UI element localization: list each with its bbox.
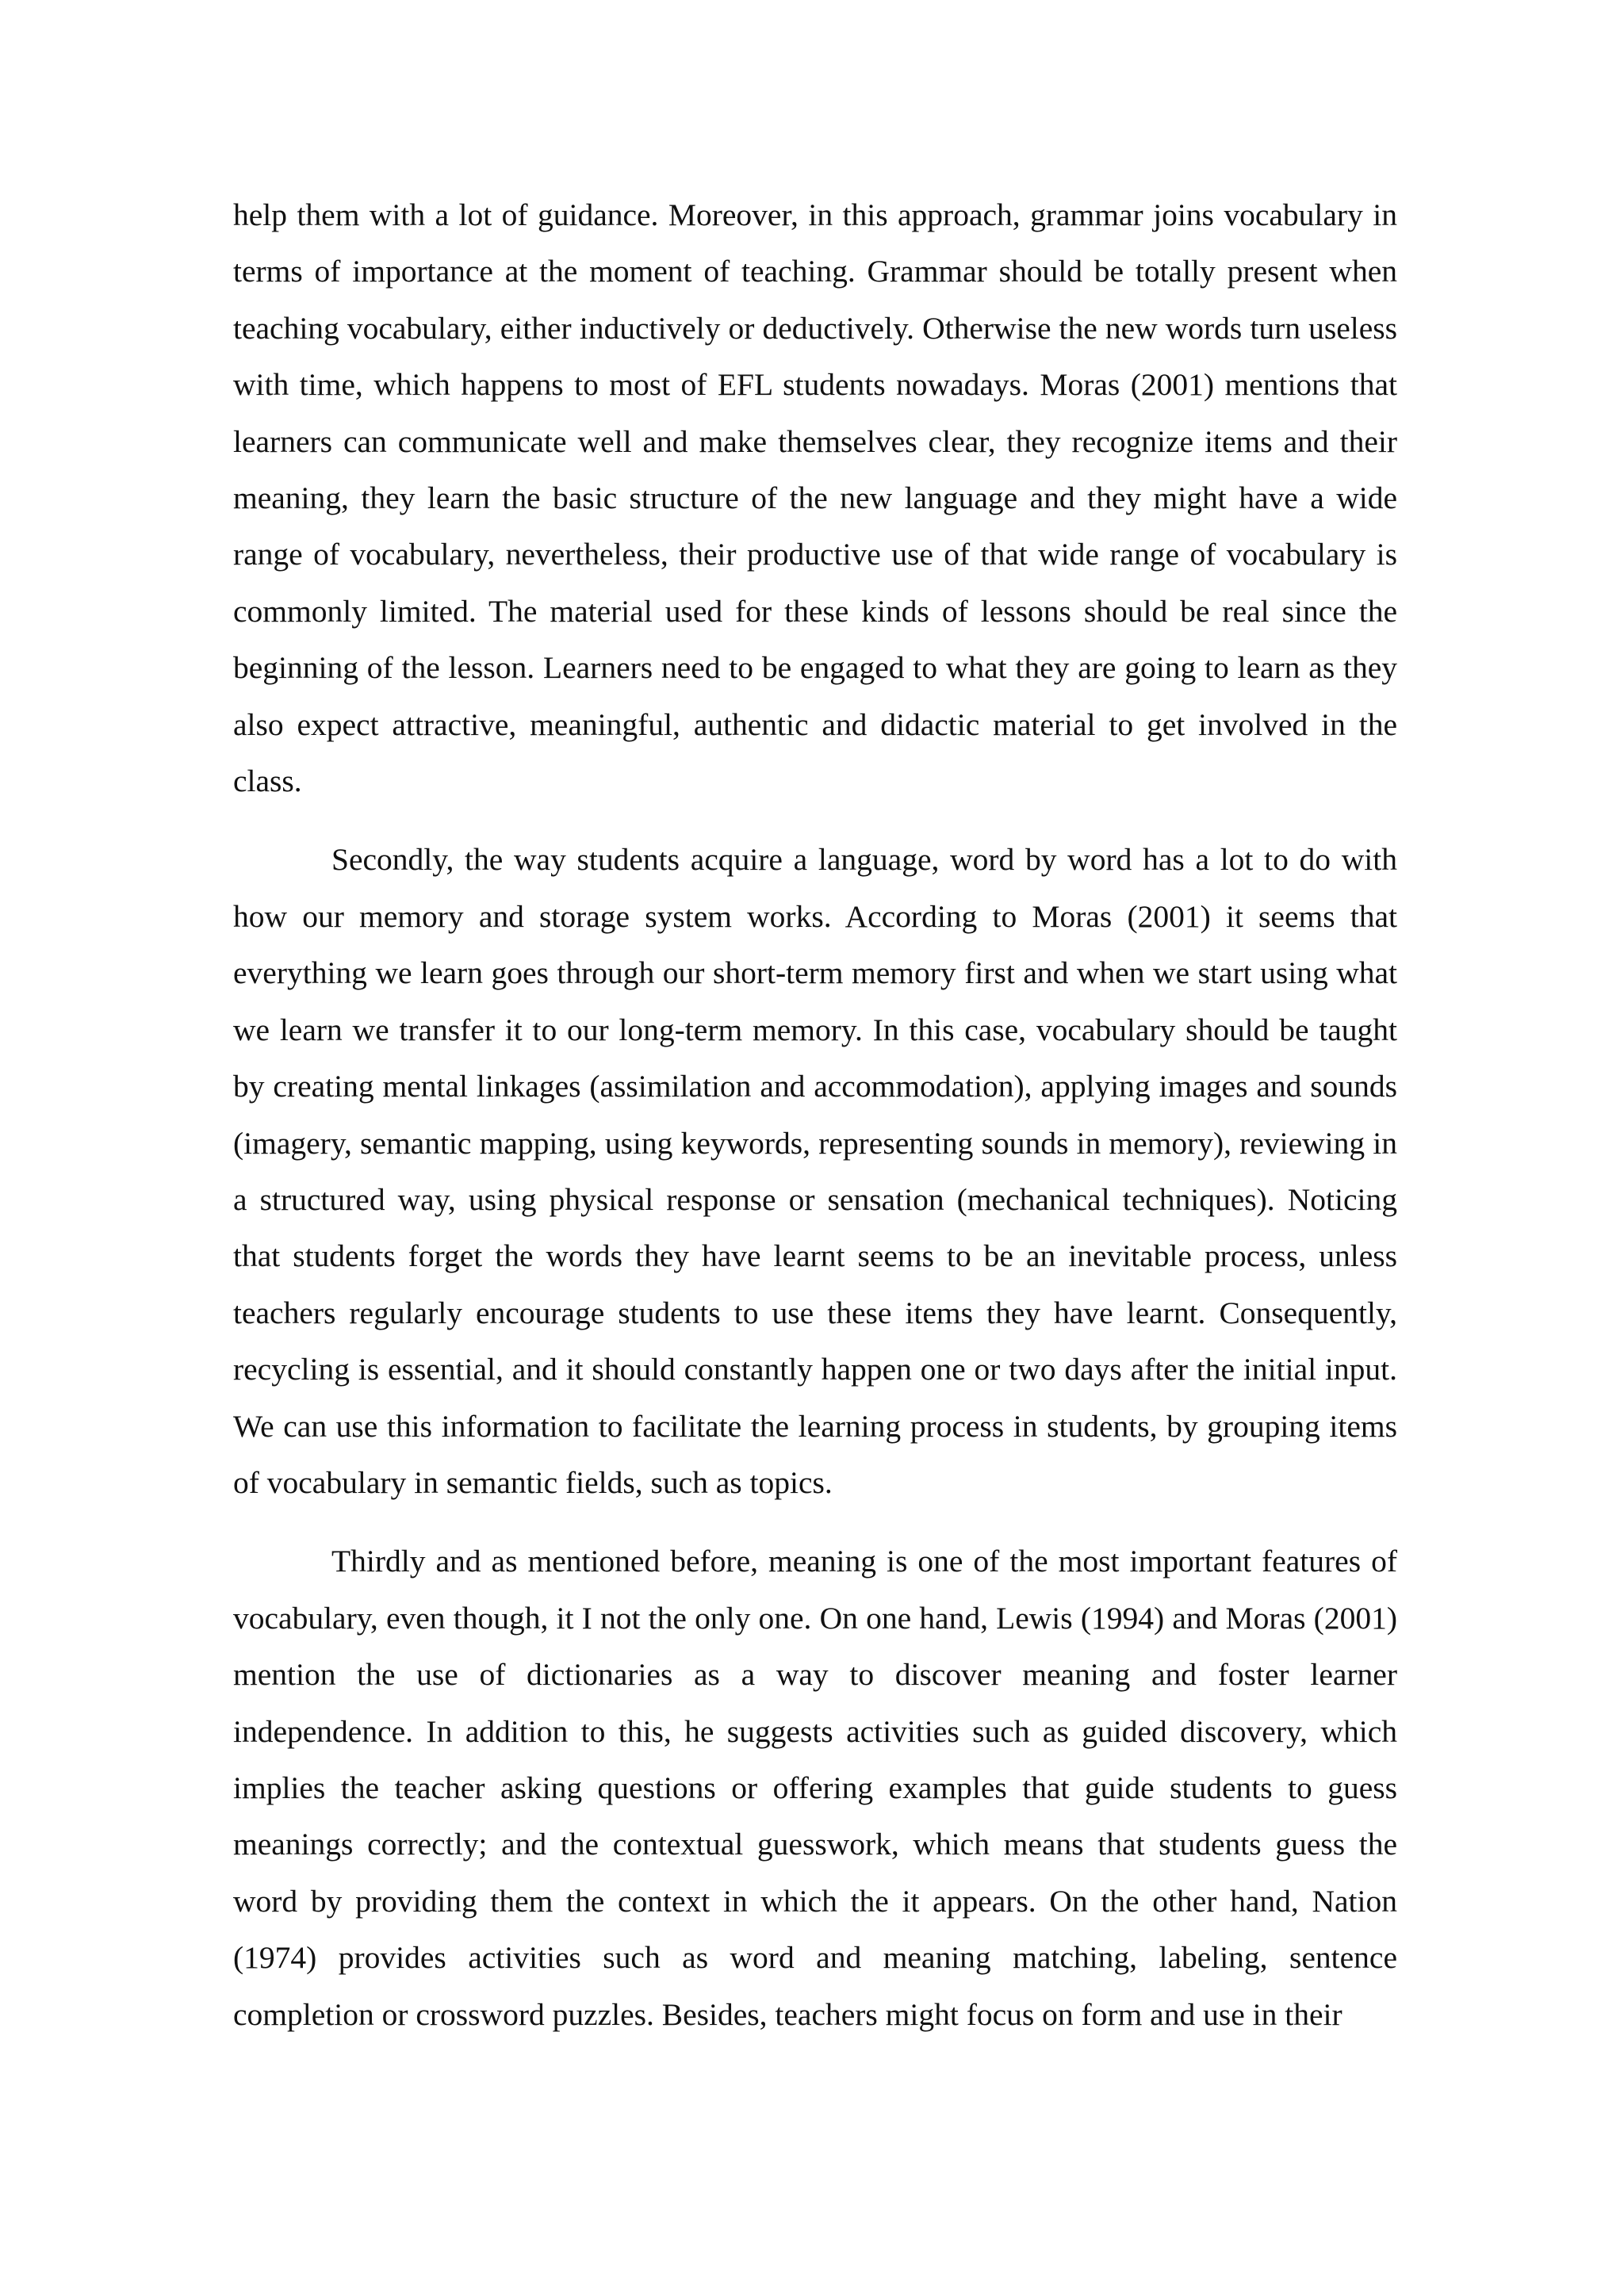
paragraph-2: Secondly, the way students acquire a language, word by word has a lot to do with how our memory and storage system works. According to Moras (2001) it seems that everything we learn goes through our short-term memory first and when we start using what we learn we transfer it to our long-term memory. In this case, vocabulary should be taught by creating mental linkages (assimilation and accommodation), applying images and sounds (imagery, semantic mapping, using keywords, representing sounds in memory), reviewing in a structured way, using physical response or sensation (mechanical techniques). Noticing that students forget the words they have learnt seems to be an inevitable process, unless teachers regularly encourage students to use these items they have learnt. Consequently, recycling is essential, and it should constantly happen one or two days after the initial input. We can use this information to facilitate the learning process in students, by grouping items of vocabulary in semantic fields, such as topics. [233, 842, 1397, 1500]
paragraph-3: Thirdly and as mentioned before, meaning is one of the most important features of vocabulary, even though, it I not the only one. On one hand, Lewis (1994) and Moras (2001) mention the use of dictionaries as a way to discover meaning and foster learner independence. In addition to this, he suggests activities such as guided discovery, which implies the teacher asking questions or offering examples that guide students to guess meanings correctly; and the contextual guesswork, which means that students guess the word by providing them the context in which the it appears. On the other hand, Nation (1974) provides activities such as word and meaning matching, labeling, sentence completion or crossword puzzles. Besides, teachers might focus on form and use in their [233, 1544, 1397, 2032]
paragraph-1: help them with a lot of guidance. Moreover, in this approach, grammar joins vocabulary in terms of importance at the moment of teaching. Grammar should be totally present when teaching vocabulary, either inductively or deductively. Otherwise the new words turn useless with time, which happens to most of EFL students nowadays. Moras (2001) mentions that learners can communicate well and make themselves clear, they recognize items and their meaning, they learn the basic structure of the new language and they might have a wide range of vocabulary, nevertheless, their productive use of that wide range of vocabulary is commonly limited. The material used for these kinds of lessons should be real since the beginning of the lesson. Learners need to be engaged to what they are going to learn as they also expect attractive, meaningful, authentic and didactic material to get involved in the class. [233, 197, 1397, 799]
document-page [233, 187, 1397, 2043]
